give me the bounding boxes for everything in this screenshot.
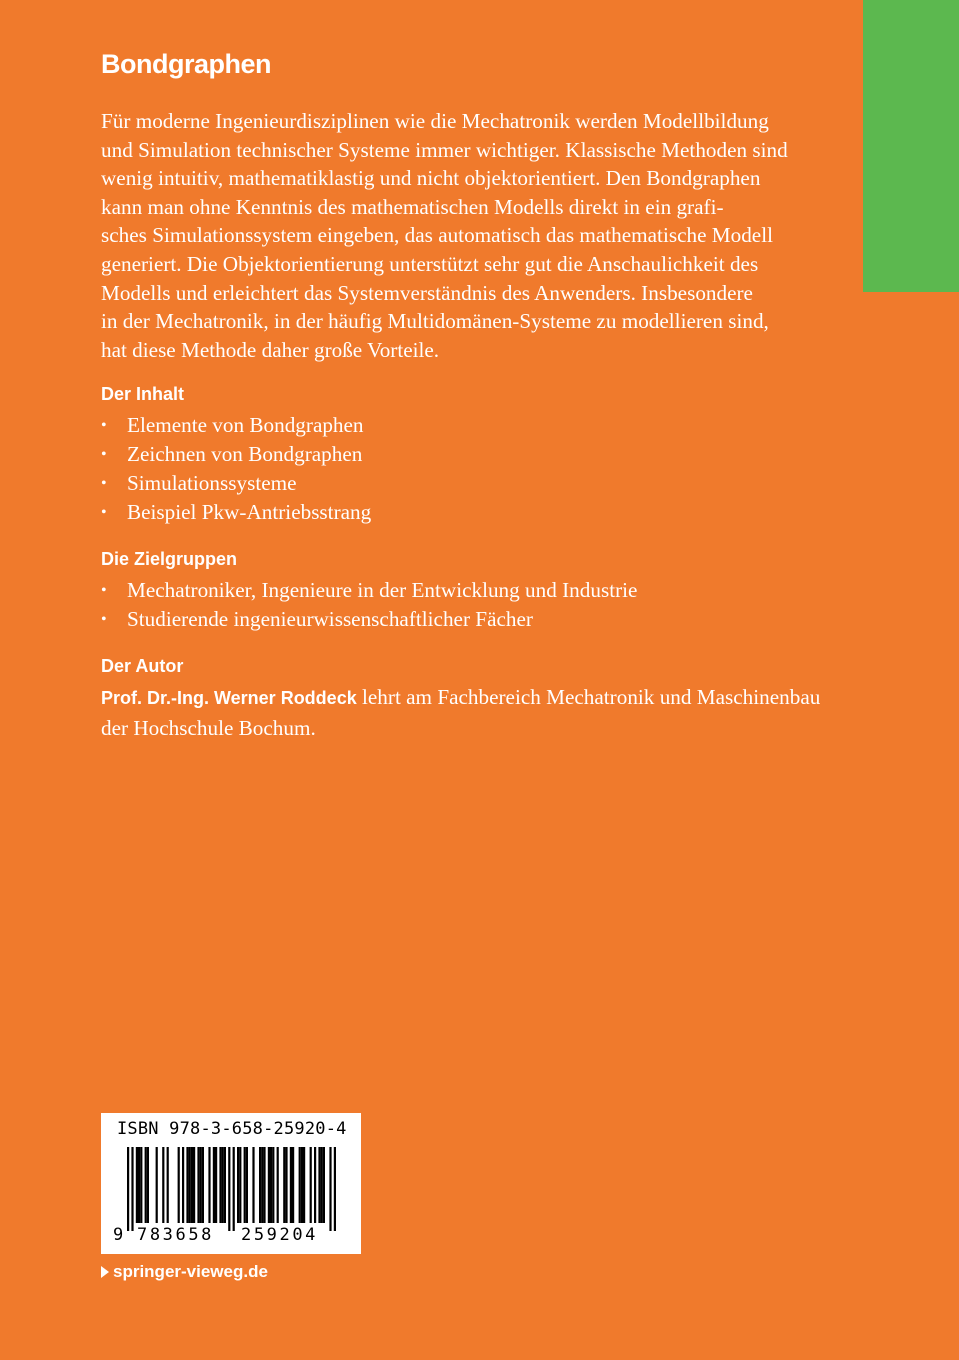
barcode-guard-bar <box>127 1147 129 1231</box>
barcode-bar <box>224 1147 226 1223</box>
barcode-bar <box>197 1147 199 1223</box>
barcode-bar <box>202 1147 204 1223</box>
list-item: • Elemente von Bondgraphen <box>101 411 821 440</box>
inhalt-list <box>101 411 821 527</box>
barcode-bar <box>167 1147 169 1223</box>
intro-line: und Simulation technischer Systeme immer wichtiger. Klassische Methoden sind <box>101 137 788 162</box>
barcode-bar <box>301 1147 303 1223</box>
intro-line: wenig intuitiv, mathematiklastig und nicht objektorientiert. Den Bondgraphen <box>101 166 761 191</box>
list-item: • Mechatroniker, Ingenieure in der Entwicklung und Industrie <box>101 576 821 605</box>
barcode-bar <box>140 1147 142 1223</box>
barcode-bar <box>219 1147 221 1223</box>
barcode-bar <box>186 1147 188 1223</box>
zielgruppen-list <box>101 576 821 634</box>
author-name: Prof. Dr.-Ing. Werner Roddeck <box>101 688 357 709</box>
barcode-bar <box>213 1147 215 1223</box>
barcode-bar <box>263 1147 265 1223</box>
barcode-bar <box>303 1147 305 1223</box>
barcode-bar <box>252 1147 254 1223</box>
list-item: • Zeichnen von Bondgraphen <box>101 440 821 469</box>
barcode-bar <box>244 1147 246 1223</box>
barcode-bar <box>239 1147 241 1223</box>
bullet-icon: • <box>101 611 107 629</box>
intro-line: kann man ohne Kenntnis des mathematischen Modells direkt in ein grafi- <box>101 194 724 219</box>
barcode-bar <box>208 1147 210 1223</box>
barcode-guard-bar <box>329 1147 331 1231</box>
barcode-bar <box>200 1147 202 1223</box>
barcode-bar <box>285 1147 287 1223</box>
barcode-bar <box>259 1147 261 1223</box>
barcode-bar <box>191 1147 193 1223</box>
barcode-bar <box>270 1147 272 1223</box>
barcode-bar <box>314 1147 316 1223</box>
intro-paragraph <box>101 107 821 364</box>
barcode-bar <box>145 1147 147 1223</box>
ean-first-digit: 9 <box>113 1225 124 1245</box>
autor-heading: Der Autor <box>101 656 184 677</box>
ean-right-digits: 259204 <box>241 1225 319 1245</box>
isbn-label: ISBN 978-3-658-25920-4 <box>117 1119 347 1139</box>
barcode-guard-bar <box>228 1147 230 1231</box>
autor-text <box>101 682 821 743</box>
bullet-icon: • <box>101 417 107 435</box>
barcode-bar <box>272 1147 274 1223</box>
list-item: • Simulationssysteme <box>101 469 821 498</box>
barcode-bar <box>246 1147 248 1223</box>
barcode-guard-bar <box>334 1147 336 1231</box>
barcode-bar <box>268 1147 270 1223</box>
list-item: • Beispiel Pkw-Antriebsstrang <box>101 498 821 527</box>
barcode-bar <box>222 1147 224 1223</box>
list-item: • Studierende ingenieurwissenschaftlicher Fächer <box>101 605 821 634</box>
intro-line: generiert. Die Objektorientierung unterstützt sehr gut die Anschaulichkeit des <box>101 251 759 276</box>
zielgruppen-heading: Die Zielgruppen <box>101 549 238 570</box>
bullet-icon: • <box>101 446 107 464</box>
intro-line: sches Simulationssystem eingeben, das automatisch das mathematische Modell <box>101 223 773 248</box>
barcode-bar <box>237 1147 239 1223</box>
ean-left-digits: 783658 <box>137 1225 215 1245</box>
publisher-link[interactable] <box>101 1262 268 1282</box>
barcode-guard-bar <box>131 1147 133 1231</box>
barcode-guard-bar <box>233 1147 235 1231</box>
barcode-bar <box>178 1147 180 1223</box>
bullet-icon: • <box>101 504 107 522</box>
barcode-bar <box>299 1147 301 1223</box>
publisher-url: springer-vieweg.de <box>113 1262 268 1281</box>
barcode-bar <box>292 1147 294 1223</box>
isbn-barcode <box>101 1113 361 1254</box>
green-accent-tab <box>863 0 959 292</box>
barcode-bar <box>189 1147 191 1223</box>
barcode-bar <box>138 1147 140 1223</box>
back-cover-content <box>101 45 821 743</box>
barcode-bar <box>318 1147 320 1223</box>
author-description: lehrt am Fachbereich Mechatronik und Maschinenbau <box>356 685 821 710</box>
book-title: Bondgraphen <box>101 49 271 79</box>
author-description-line2: der Hochschule Bochum. <box>101 716 316 741</box>
barcode-bars <box>101 1147 361 1231</box>
barcode-bar <box>215 1147 217 1223</box>
barcode-bar <box>290 1147 292 1223</box>
bullet-icon: • <box>101 582 107 600</box>
barcode-bar <box>321 1147 323 1223</box>
barcode-bar <box>136 1147 138 1223</box>
barcode-bar <box>156 1147 158 1223</box>
barcode-bar <box>283 1147 285 1223</box>
intro-line: Modells und erleichtert das Systemverständnis des Anwenders. Insbesondere <box>101 280 753 305</box>
barcode-bar <box>147 1147 149 1223</box>
bullet-icon: • <box>101 475 107 493</box>
barcode-bar <box>162 1147 164 1223</box>
intro-line: hat diese Methode daher große Vorteile. <box>101 337 440 362</box>
barcode-bar <box>193 1147 195 1223</box>
barcode-bar <box>310 1147 312 1223</box>
barcode-bar <box>182 1147 184 1223</box>
barcode-bar <box>261 1147 263 1223</box>
barcode-bar <box>323 1147 325 1223</box>
inhalt-heading: Der Inhalt <box>101 384 185 405</box>
intro-line: Für moderne Ingenieurdisziplinen wie die Mechatronik werden Modellbildung <box>101 109 769 133</box>
arrow-right-icon <box>101 1266 109 1278</box>
barcode-bar <box>277 1147 279 1223</box>
intro-line: in der Mechatronik, in der häufig Multidomänen-Systeme zu modellieren sind, <box>101 309 769 334</box>
